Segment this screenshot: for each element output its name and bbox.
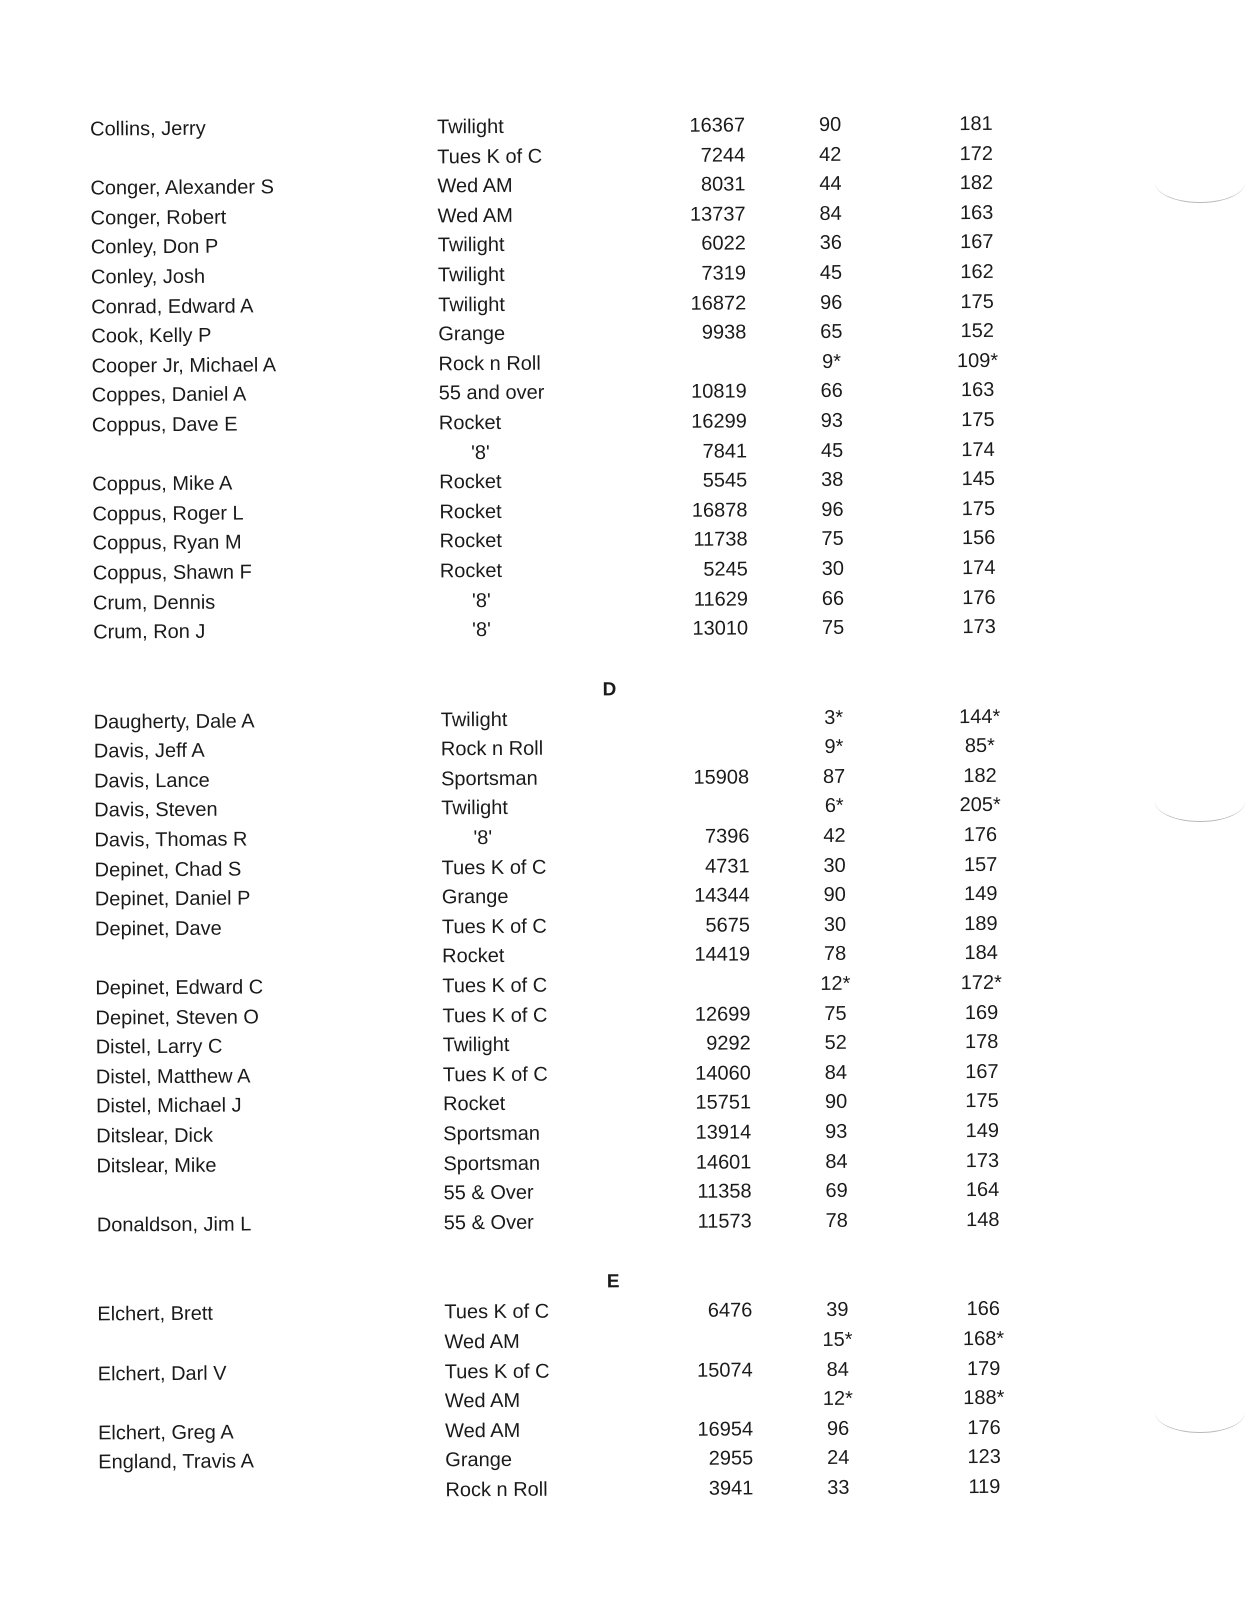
average-score: 167 (965, 1060, 999, 1083)
bowler-name: Cook, Kelly P (91, 324, 212, 348)
league-name: Rocket (439, 500, 502, 524)
league-name: Twilight (441, 797, 509, 820)
pins-total: 6022 (701, 232, 746, 256)
bowler-name: Depinet, Dave (94, 917, 222, 941)
games-count: 65 (820, 321, 843, 344)
bowler-name: Distel, Michael J (95, 1094, 242, 1118)
bowler-name: Distel, Larry C (95, 1035, 223, 1059)
games-count: 15* (822, 1328, 853, 1351)
games-count: 66 (820, 380, 843, 403)
games-count: 78 (823, 943, 847, 966)
games-count: 96 (819, 291, 843, 314)
average-score: 149 (965, 1119, 999, 1143)
games-count: 30 (823, 854, 846, 877)
pins-total: 16299 (691, 410, 747, 433)
league-name: Rock n Roll (445, 1478, 548, 1502)
average-score: 144* (959, 705, 1001, 728)
league-name: Twilight (438, 293, 505, 316)
games-count: 9* (821, 350, 842, 373)
bowler-name: Depinet, Daniel P (94, 887, 251, 911)
average-score: 123 (967, 1446, 1001, 1469)
games-count: 69 (825, 1180, 848, 1203)
games-count: 75 (824, 1002, 847, 1025)
games-count: 3* (824, 706, 844, 729)
league-name: Twilight (437, 263, 505, 287)
league-name: Grange (438, 323, 506, 346)
average-score: 182 (963, 764, 997, 788)
pins-total: 7396 (704, 825, 750, 848)
league-name: Wed AM (444, 1419, 521, 1443)
average-score: 119 (968, 1475, 1001, 1499)
bowler-name: Conley, Don P (90, 236, 219, 259)
bowler-name: Elchert, Brett (97, 1303, 213, 1326)
league-name: Twilight (437, 115, 504, 139)
league-name: Twilight (442, 1034, 510, 1057)
average-score: 176 (967, 1416, 1001, 1439)
pins-total: 13914 (695, 1121, 752, 1144)
bowler-name: Coppus, Roger L (92, 502, 244, 526)
bowler-name: Conger, Robert (90, 206, 227, 230)
bowler-name: Cooper Jr, Michael A (91, 354, 277, 378)
bowler-name: Daugherty, Dale A (93, 710, 255, 734)
games-count: 44 (819, 173, 842, 196)
games-count: 93 (820, 409, 844, 432)
games-count: 66 (821, 587, 845, 610)
bowling-average-list (0, 108, 1245, 1508)
games-count: 90 (823, 884, 846, 907)
games-count: 42 (823, 824, 846, 848)
league-name: Tues K of C (441, 915, 547, 939)
league-name: Twilight (440, 708, 508, 732)
pins-total: 13010 (692, 617, 749, 640)
games-count: 45 (820, 439, 844, 462)
pins-total: 15751 (695, 1091, 752, 1115)
league-name: Tues K of C (441, 856, 547, 879)
league-name: Wed AM (444, 1390, 521, 1413)
games-count: 52 (824, 1032, 847, 1055)
league-name: Rocket (442, 1093, 506, 1116)
games-count: 84 (819, 202, 842, 225)
bowler-name: Distel, Matthew A (95, 1065, 251, 1089)
games-count: 90 (824, 1091, 848, 1114)
games-count: 33 (827, 1476, 850, 1499)
average-score: 175 (961, 497, 996, 520)
pins-total: 12699 (694, 1003, 751, 1026)
average-score: 166 (966, 1298, 1001, 1321)
bowler-name: Crum, Dennis (92, 591, 216, 614)
average-score: 189 (964, 912, 998, 935)
bowler-name: Davis, Thomas R (94, 828, 248, 852)
league-name: 55 and over (438, 382, 545, 405)
games-count: 9* (824, 736, 844, 759)
average-score: 167 (960, 231, 994, 254)
average-score: 168* (962, 1327, 1005, 1351)
games-count: 84 (824, 1061, 848, 1084)
pins-total: 7244 (700, 144, 746, 167)
bowler-name: Ditslear, Mike (96, 1154, 217, 1178)
bowler-name: Davis, Steven (94, 799, 218, 822)
average-score: 182 (959, 172, 994, 195)
games-count: 42 (819, 143, 842, 166)
average-score: 176 (963, 823, 998, 847)
pins-total: 14060 (695, 1062, 751, 1085)
pins-total: 4731 (705, 855, 750, 878)
average-score: 169 (964, 1001, 999, 1024)
pins-total: 6476 (707, 1299, 753, 1323)
games-count: 75 (821, 616, 845, 640)
league-name: Rocket (439, 559, 503, 583)
bowler-name: Conley, Josh (90, 265, 206, 289)
pins-total: 16367 (689, 114, 746, 137)
average-score: 152 (960, 320, 995, 343)
bowler-name: Conger, Alexander S (90, 176, 274, 200)
average-score: 175 (965, 1090, 999, 1113)
league-name: 55 & Over (443, 1181, 534, 1205)
average-score: 174 (961, 438, 995, 461)
league-name: Tues K of C (444, 1360, 550, 1383)
games-count: 93 (825, 1120, 848, 1143)
pins-total: 14419 (694, 943, 751, 967)
games-count: 12* (820, 972, 851, 996)
league-name: Sportsman (443, 1152, 541, 1175)
league-name: Grange (445, 1449, 513, 1472)
bowler-name: Davis, Lance (93, 769, 210, 793)
league-name: Twilight (437, 234, 505, 257)
bowler-name: Davis, Jeff A (93, 740, 205, 763)
pins-total: 10819 (691, 380, 747, 404)
games-count: 30 (821, 557, 844, 580)
games-count: 30 (823, 913, 847, 936)
bowler-name: Coppus, Shawn F (92, 561, 252, 585)
section-letter: D (602, 678, 617, 701)
average-score: 164 (965, 1179, 1000, 1202)
games-count: 36 (819, 232, 842, 255)
league-name: 55 & Over (443, 1211, 534, 1235)
bowler-name: Coppus, Ryan M (92, 531, 242, 555)
games-count: 38 (821, 468, 844, 492)
league-name: Rock n Roll (438, 352, 541, 376)
pins-total: 9292 (706, 1032, 751, 1055)
average-score: 109* (956, 349, 999, 372)
league-name: Tues K of C (442, 1063, 548, 1087)
bowler-name: Elchert, Greg A (97, 1421, 234, 1445)
league-name: '8' (470, 441, 490, 464)
league-name: Sportsman (440, 767, 538, 791)
pins-total: 11738 (693, 528, 748, 552)
pins-total: 7841 (702, 439, 748, 463)
pins-total: 5245 (703, 558, 748, 581)
pins-total: 5675 (705, 914, 751, 937)
average-score: 173 (962, 616, 996, 639)
pins-total: 3941 (708, 1477, 754, 1500)
league-name: '8' (473, 827, 493, 850)
league-name: Sportsman (443, 1122, 541, 1146)
pins-total: 14601 (695, 1151, 752, 1174)
league-name: '8' (471, 589, 491, 612)
average-score: 179 (966, 1357, 1001, 1380)
league-name: Wed AM (437, 175, 513, 198)
punch-hole-mark (1155, 781, 1245, 822)
bowler-name: Crum, Ron J (93, 620, 206, 644)
average-score: 163 (960, 379, 995, 402)
pins-total: 15908 (693, 766, 750, 789)
average-score: 174 (962, 556, 996, 580)
punch-hole-mark (1155, 162, 1245, 203)
pins-total: 15074 (696, 1358, 753, 1382)
average-score: 175 (960, 290, 994, 313)
average-score: 145 (961, 468, 995, 491)
average-score: 181 (959, 112, 993, 136)
bowler-name: Elchert, Darl V (97, 1362, 227, 1385)
pins-total: 2955 (708, 1447, 754, 1471)
average-score: 157 (963, 853, 998, 876)
games-count: 84 (826, 1358, 849, 1381)
league-name: Tues K of C (442, 974, 548, 998)
games-count: 45 (819, 261, 843, 284)
pins-total: 11358 (697, 1180, 752, 1203)
league-name: Rocket (439, 471, 502, 494)
bowler-name: Conrad, Edward A (91, 295, 254, 319)
average-score: 163 (959, 201, 994, 224)
league-name: Rocket (438, 411, 502, 435)
average-score: 162 (960, 260, 994, 284)
bowler-name: England, Travis A (98, 1450, 254, 1474)
bowler-name: Depinet, Edward C (95, 976, 264, 1000)
league-name: '8' (472, 619, 491, 642)
average-score: 173 (965, 1149, 1000, 1172)
bowler-name: Coppes, Daniel A (91, 383, 247, 407)
average-score: 156 (961, 527, 996, 550)
average-score: 176 (962, 586, 996, 609)
pins-total: 8031 (700, 173, 746, 196)
bowler-name: Donaldson, Jim L (96, 1213, 252, 1237)
bowler-name: Coppus, Mike A (92, 472, 233, 496)
pins-total: 13737 (689, 203, 746, 226)
average-score: 148 (966, 1208, 1000, 1231)
league-name: Tues K of C (442, 1004, 548, 1027)
games-count: 6* (824, 795, 844, 818)
league-name: Rocket (439, 530, 502, 553)
pins-total: 11573 (697, 1210, 752, 1233)
league-name: Rock n Roll (440, 737, 544, 761)
bowler-name: Depinet, Steven O (95, 1006, 260, 1030)
league-name: Tues K of C (444, 1301, 550, 1324)
games-count: 96 (821, 498, 844, 521)
section-letter: E (606, 1271, 620, 1293)
bowler-name: Collins, Jerry (90, 117, 206, 141)
pins-total: 11629 (693, 587, 749, 611)
games-count: 84 (825, 1150, 848, 1173)
pins-total: 7319 (701, 262, 747, 285)
punch-hole-mark (1155, 1392, 1245, 1433)
pins-total: 14344 (694, 884, 750, 908)
pins-total: 16878 (691, 499, 748, 522)
games-count: 12* (822, 1387, 853, 1411)
games-count: 78 (825, 1209, 848, 1232)
average-score: 85* (964, 735, 995, 758)
games-count: 87 (822, 765, 846, 788)
average-score: 205* (959, 794, 1001, 817)
average-score: 175 (961, 408, 995, 432)
bowler-name: Ditslear, Dick (96, 1124, 214, 1148)
games-count: 96 (826, 1417, 850, 1440)
bowler-name: Coppus, Dave E (91, 413, 238, 437)
average-score: 172* (960, 971, 1002, 995)
pins-total: 9938 (701, 321, 747, 344)
games-count: 39 (826, 1299, 849, 1322)
bowler-row (8, 1471, 1245, 1508)
league-name: Wed AM (437, 204, 513, 228)
league-name: Grange (441, 886, 509, 909)
games-count: 90 (818, 113, 842, 136)
average-score: 149 (964, 883, 998, 906)
games-count: 24 (827, 1447, 850, 1470)
pins-total: 5545 (702, 469, 748, 492)
average-score: 184 (964, 942, 998, 965)
average-score: 188* (963, 1387, 1005, 1410)
pins-total: 16872 (690, 292, 747, 315)
average-score: 178 (964, 1031, 999, 1054)
league-name: Rocket (442, 945, 505, 968)
pins-total: 16954 (697, 1418, 754, 1441)
bowler-name: Depinet, Chad S (94, 858, 242, 882)
games-count: 75 (821, 528, 844, 551)
league-name: Tues K of C (437, 145, 543, 168)
average-score: 172 (959, 142, 994, 165)
league-name: Wed AM (444, 1330, 520, 1354)
